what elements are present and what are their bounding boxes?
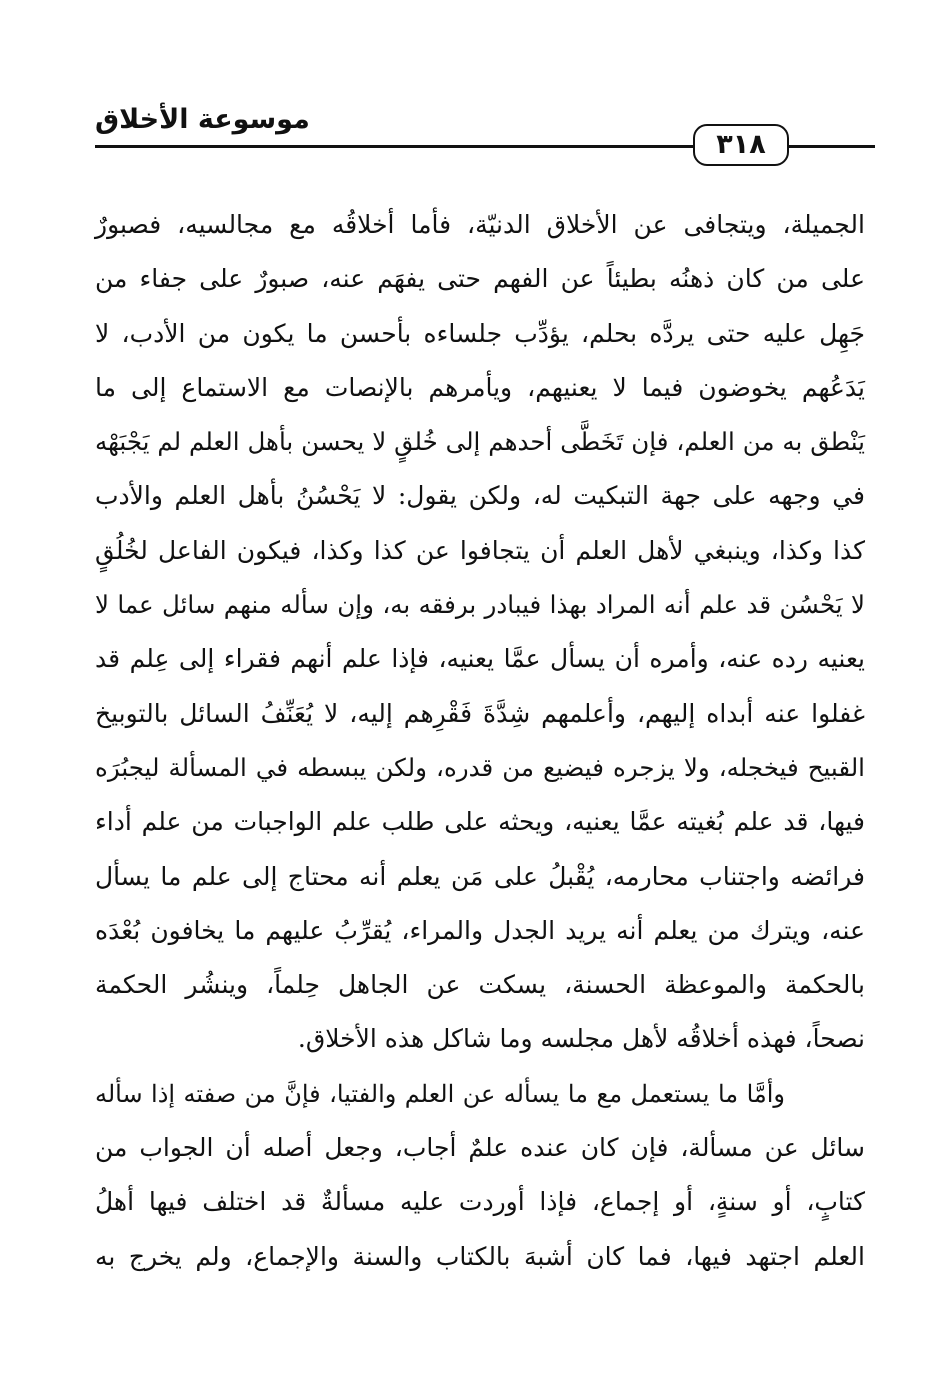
text-line: غفلوا عنه أبداه إليهم، وأعلمهم شِدَّةَ فَقْرِهم إليه، لا يُعَنِّفُ السائل بالتوبيخ <box>95 698 865 728</box>
text-line: جَهِل عليه حتى يردَّه بحلم، يؤدِّب جلساءه بأحسن ما يكون من الأدب، لا <box>95 318 865 348</box>
text-line: سائل عن مسألة، فإن كان عنده علمٌ أجاب، وجعل أصله أن الجواب من <box>95 1133 865 1163</box>
text-line: يَدَعُهم يخوضون فيما لا يعنيهم، ويأمرهم بالإنصات مع الاستماع إلى ما <box>95 372 865 402</box>
text-line: كذا وكذا، وينبغي لأهل العلم أن يتجافوا عن كذا وكذا، فيكون الفاعل لخُلُقٍ <box>95 535 865 565</box>
text-line: لا يَحْسُن قد علم أنه المراد بهذا فيبادر برفقه به، وإن سأله منهم سائل عما لا <box>95 590 865 620</box>
text-line: فيها، قد علم بُغيته عمَّا يعنيه، ويحثه على طلب علم الواجبات من علم أداء <box>95 807 865 837</box>
text-line: عنه، ويترك من يعلم أنه يريد الجدل والمراء، يُقرِّبُ عليهم ما يخافون بُعْدَه <box>95 915 865 945</box>
text-line: العلم اجتهد فيها، فما كان أشبهَ بالكتاب والسنة والإجماع، ولم يخرج به <box>95 1241 865 1271</box>
text-line: يعنيه رده عنه، وأمره أن يسأل عمَّا يعنيه، فإذا علم أنهم فقراء إلى عِلم قد <box>95 644 865 674</box>
text-line: بالحكمة والموعظة الحسنة، يسكت عن الجاهل حِلماً، وينشُر الحكمة <box>95 970 865 1000</box>
text-line: كتابٍ، أو سنةٍ، أو إجماع، فإذا أوردت عليه مسألةٌ قد اختلف فيها أهلُ <box>95 1187 865 1217</box>
paragraph-2 <box>95 1067 865 1284</box>
text-line: يَنْطق به من العلم، فإن تَخَطَّى أحدهم إلى خُلقٍ لا يحسن بأهل العلم لم يَجْبَهْه <box>95 427 865 457</box>
text-line: وأمَّا ما يستعمل مع ما يسأله عن العلم والفتيا، فإنَّ من صفته إذا سأله <box>95 1079 785 1108</box>
paragraph-1 <box>95 198 865 1067</box>
page-header <box>95 100 875 160</box>
text-line: على من كان ذهنُه بطيئاً عن الفهم حتى يفهَم عنه، صبورٌ على جفاء من <box>95 264 865 294</box>
text-line: في وجهه على جهة التبكيت له، ولكن يقول: لا يَحْسُنُ بأهل العلم والأدب <box>95 481 865 511</box>
text-line: القبيح فيخجله، ولا يزجره فيضيع من قدره، ولكن يبسطه في المسألة ليجبُرَه <box>95 752 865 782</box>
text-line: فرائضه واجتناب محارمه، يُقْبلُ على مَن يعلم أنه محتاج إلى علم ما يسأل <box>95 861 865 891</box>
text-line: نصحاً، فهذه أخلاقُه لأهل مجلسه وما شاكل هذه الأخلاق. <box>297 1024 865 1054</box>
book-title: موسوعة الأخلاق <box>95 100 316 140</box>
page-number: ٣١٨ <box>693 124 789 166</box>
body-text <box>95 198 865 1284</box>
text-line: الجميلة، ويتجافى عن الأخلاق الدنيّة، فأما أخلاقُه مع مجالسيه، فصبورٌ <box>95 210 865 239</box>
